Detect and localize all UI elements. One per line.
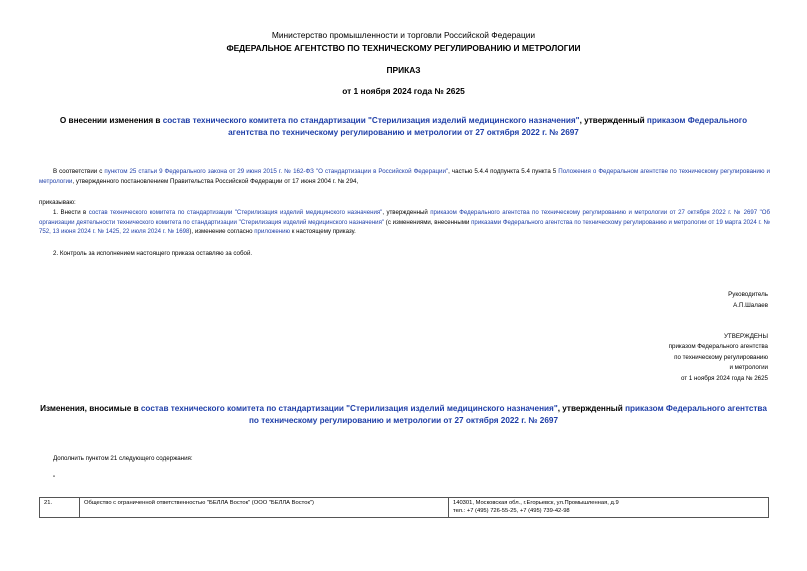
approval-block xyxy=(669,332,768,384)
preamble-text-2: , частью 5.4.4 подпункта 5.4 пункта 5 xyxy=(448,168,559,175)
row-number: 21. xyxy=(40,498,80,518)
table-row xyxy=(40,498,769,518)
item1-text-1: 1. Внести в xyxy=(53,209,89,216)
preamble-text-1: В соответствии с xyxy=(53,168,105,175)
item1-text-5: к настоящему приказу. xyxy=(290,228,356,236)
changes-link-order[interactable]: приказом Федерального агентства по техническому регулированию и метрологии от 27 октября 2022 г. № 2697 xyxy=(248,404,767,425)
title-link-order[interactable]: приказом Федерального агентства по техническому регулированию и метрологии от 27 октября 2022 г. № 2697 xyxy=(228,116,748,137)
order-title xyxy=(40,115,767,139)
organization-contacts xyxy=(449,498,769,518)
opening-quote: " xyxy=(53,475,56,482)
approval-line: от 1 ноября 2024 года № 2625 xyxy=(680,374,768,382)
document-date: от 1 ноября 2024 года № 2625 xyxy=(342,86,465,96)
item1-link-amendments[interactable]: приказами Федерального агентства по техническому регулированию и метрологии от 19 марта 2024 г. № 752, 13 июня 2024 г. № 1425, 22 июля 2024 г. № 1698 xyxy=(39,218,771,236)
organization-phone: тел.: +7 (495) 726-55-25, +7 (495) 739-42-98 xyxy=(453,508,570,515)
signer-position: Руководитель xyxy=(728,291,768,298)
preamble xyxy=(39,167,770,186)
signer-name: А.П.Шалаев xyxy=(733,302,768,309)
approval-line: по техническому регулированию xyxy=(674,353,768,361)
item1-text-2: , утвержденный xyxy=(382,209,431,216)
approval-line: приказом Федерального агентства xyxy=(668,343,768,351)
supplement-text: Дополнить пунктом 21 следующего содержания: xyxy=(53,455,193,462)
committee-members-table xyxy=(39,497,769,518)
item1-link-order[interactable]: приказом Федерального агентства по техническому регулированию и метрологии от 27 октября 2022 г. № 2697 "Об организации деятельности технического комитета по стандартизации "Стерилизация изделий медицинского назначения" xyxy=(39,209,770,226)
item1-text-3: (с изменениями, внесенными xyxy=(384,218,472,226)
approval-line: и метрологии xyxy=(729,364,768,372)
item1-link-committee[interactable]: состав технического комитета по стандартизации "Стерилизация изделий медицинского назначения" xyxy=(88,209,383,216)
preamble-text-3: , утвержденного постановлением Правительства Российской Федерации от 17 июня 2004 г. № 294, xyxy=(72,177,359,185)
document-type: ПРИКАЗ xyxy=(386,65,421,75)
title-middle: , утвержденный xyxy=(579,116,647,125)
approval-line: УТВЕРЖДЕНЫ xyxy=(724,333,768,340)
order-word: приказываю: xyxy=(39,199,76,206)
changes-title xyxy=(40,403,767,427)
title-prefix: О внесении изменения в xyxy=(59,116,163,125)
preamble-link-regulation[interactable]: Положения о Федеральном агентстве по техническому регулированию и метрологии xyxy=(39,168,770,185)
item1-text-4: ), изменение согласно xyxy=(189,228,255,236)
agency-name: ФЕДЕРАЛЬНОЕ АГЕНТСТВО ПО ТЕХНИЧЕСКОМУ РЕГУЛИРОВАНИЮ И МЕТРОЛОГИИ xyxy=(226,43,581,53)
changes-title-middle: , утвержденный xyxy=(557,404,626,413)
title-link-committee[interactable]: состав технического комитета по стандартизации "Стерилизация изделий медицинского назначения" xyxy=(162,116,580,125)
organization-name: Общество с ограниченной ответственностью "БЕЛЛА Восток" (ООО "БЕЛЛА Восток") xyxy=(80,498,449,518)
ministry-name: Министерство промышленности и торговли Российской Федерации xyxy=(271,30,536,40)
order-item-1 xyxy=(39,208,770,237)
order-item-2: 2. Контроль за исполнением настоящего приказа оставляю за собой. xyxy=(53,250,253,257)
preamble-link-law[interactable]: пунктом 25 статьи 9 Федерального закона от 29 июня 2015 г. № 162-ФЗ "О стандартизации в Российской Федерации" xyxy=(104,168,449,175)
changes-link-committee[interactable]: состав технического комитета по стандартизации "Стерилизация изделий медицинского назначения" xyxy=(140,404,558,413)
item1-link-appendix[interactable]: приложению xyxy=(254,228,291,236)
organization-address: 140301, Московская обл., г.Егорьевск, ул.Промышленная, д.9 xyxy=(453,500,619,506)
changes-title-prefix: Изменения, вносимые в xyxy=(40,404,141,413)
